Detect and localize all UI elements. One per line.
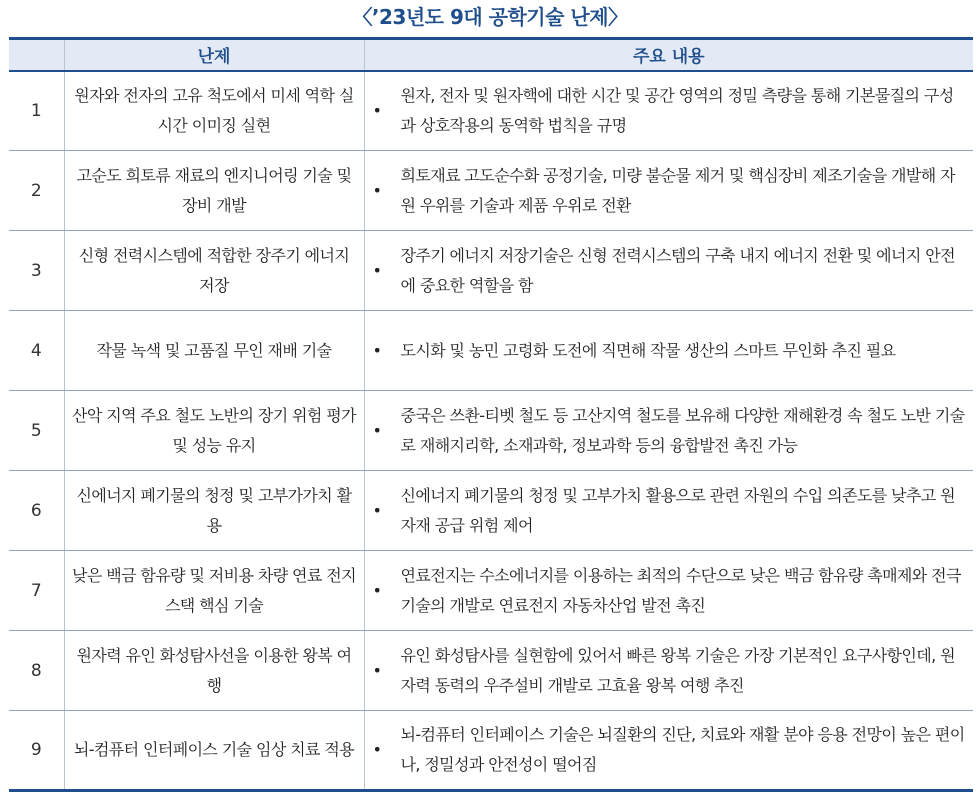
table-row: [9, 151, 973, 231]
row-number: 7: [9, 551, 64, 631]
bullet-icon: •: [372, 180, 382, 200]
row-issue: 뇌-컴퓨터 인터페이스 기술 임상 치료 적용: [64, 711, 364, 791]
row-content-cell: [364, 391, 973, 471]
row-content: 도시화 및 농민 고령화 도전에 직면해 작물 생산의 스마트 무인화 추진 필요: [400, 340, 896, 360]
row-content: 유인 화성탐사를 실현함에 있어서 빠른 왕복 기술은 가장 기본적인 요구사항인데, 원자력 동력의 우주설비 개발로 고효율 왕복 여행 추진: [400, 645, 955, 695]
row-content: 신에너지 폐기물의 청정 및 고부가치 활용으로 관련 자원의 수입 의존도를 낮추고 원자재 공급 위험 제어: [400, 485, 955, 535]
header-issue: 난제: [64, 39, 364, 71]
header-number: [9, 39, 64, 71]
row-content-cell: [364, 471, 973, 551]
header-content: 주요 내용: [364, 39, 973, 71]
row-content: 뇌-컴퓨터 인터페이스 기술은 뇌질환의 진단, 치료와 재활 분야 응용 전망이 높은 편이나, 정밀성과 안전성이 떨어짐: [400, 725, 965, 774]
row-issue: 신형 전력시스템에 적합한 장주기 에너지 저장: [64, 231, 364, 311]
table-row: [9, 471, 973, 551]
page-title: 〈’23년도 9대 공학기술 난제〉: [352, 5, 628, 29]
table-row: [9, 631, 973, 711]
row-content-cell: [364, 311, 973, 391]
row-content: 연료전지는 수소에너지를 이용하는 최적의 수단으로 낮은 백금 함유량 촉매제와 전극 기술의 개발로 연료전지 자동차산업 발전 촉진: [400, 565, 961, 615]
row-content: 장주기 에너지 저장기술은 신형 전력시스템의 구축 내지 에너지 전환 및 에너지 안전에 중요한 역할을 함: [400, 245, 955, 295]
row-issue: 원자와 전자의 고유 척도에서 미세 역학 실시간 이미징 실현: [64, 71, 364, 151]
row-content: 희토재료 고도순수화 공정기술, 미량 불순물 제거 및 핵심장비 제조기술을 개발해 자원 우위를 기술과 제품 우위로 전환: [400, 165, 955, 215]
row-content-cell: [364, 631, 973, 711]
row-number: 9: [9, 711, 64, 791]
bullet-icon: •: [372, 660, 382, 680]
table-row: [9, 551, 973, 631]
table-row: [9, 71, 973, 151]
row-number: 8: [9, 631, 64, 711]
row-number: 5: [9, 391, 64, 471]
row-number: 1: [9, 71, 64, 151]
table-header-row: [9, 39, 973, 71]
table-row: [9, 231, 973, 311]
table-row: [9, 711, 973, 791]
row-content-cell: [364, 151, 973, 231]
row-content-cell: [364, 231, 973, 311]
row-issue: 산악 지역 주요 철도 노반의 장기 위험 평가 및 성능 유지: [64, 391, 364, 471]
bullet-icon: •: [372, 420, 382, 440]
row-issue: 낮은 백금 함유량 및 저비용 차량 연료 전지 스택 핵심 기술: [64, 551, 364, 631]
row-content-cell: [364, 551, 973, 631]
row-content-cell: [364, 71, 973, 151]
bullet-icon: •: [372, 100, 382, 120]
row-number: 6: [9, 471, 64, 551]
row-issue: 신에너지 폐기물의 청정 및 고부가가치 활용: [64, 471, 364, 551]
bullet-icon: •: [372, 580, 382, 600]
row-number: 2: [9, 151, 64, 231]
bullet-icon: •: [372, 340, 382, 360]
bullet-icon: •: [372, 260, 382, 280]
row-content-cell: [364, 711, 973, 791]
row-issue: 고순도 희토류 재료의 엔지니어링 기술 및 장비 개발: [64, 151, 364, 231]
table-row: [9, 311, 973, 391]
row-issue: 원자력 유인 화성탐사선을 이용한 왕복 여행: [64, 631, 364, 711]
row-number: 4: [9, 311, 64, 391]
row-number: 3: [9, 231, 64, 311]
engineering-challenges-table: [9, 37, 973, 792]
row-issue: 작물 녹색 및 고품질 무인 재배 기술: [64, 311, 364, 391]
row-content: 원자, 전자 및 원자핵에 대한 시간 및 공간 영역의 정밀 측량을 통해 기본물질의 구성과 상호작용의 동역학 법칙을 규명: [400, 85, 954, 135]
row-content: 중국은 쓰촨-티벳 철도 등 고산지역 철도를 보유해 다양한 재해환경 속 철도 노반 기술로 재해지리학, 소재과학, 정보과학 등의 융합발전 촉진 가능: [400, 405, 965, 455]
table-row: [9, 391, 973, 471]
bullet-icon: •: [372, 740, 382, 759]
bullet-icon: •: [372, 500, 382, 520]
